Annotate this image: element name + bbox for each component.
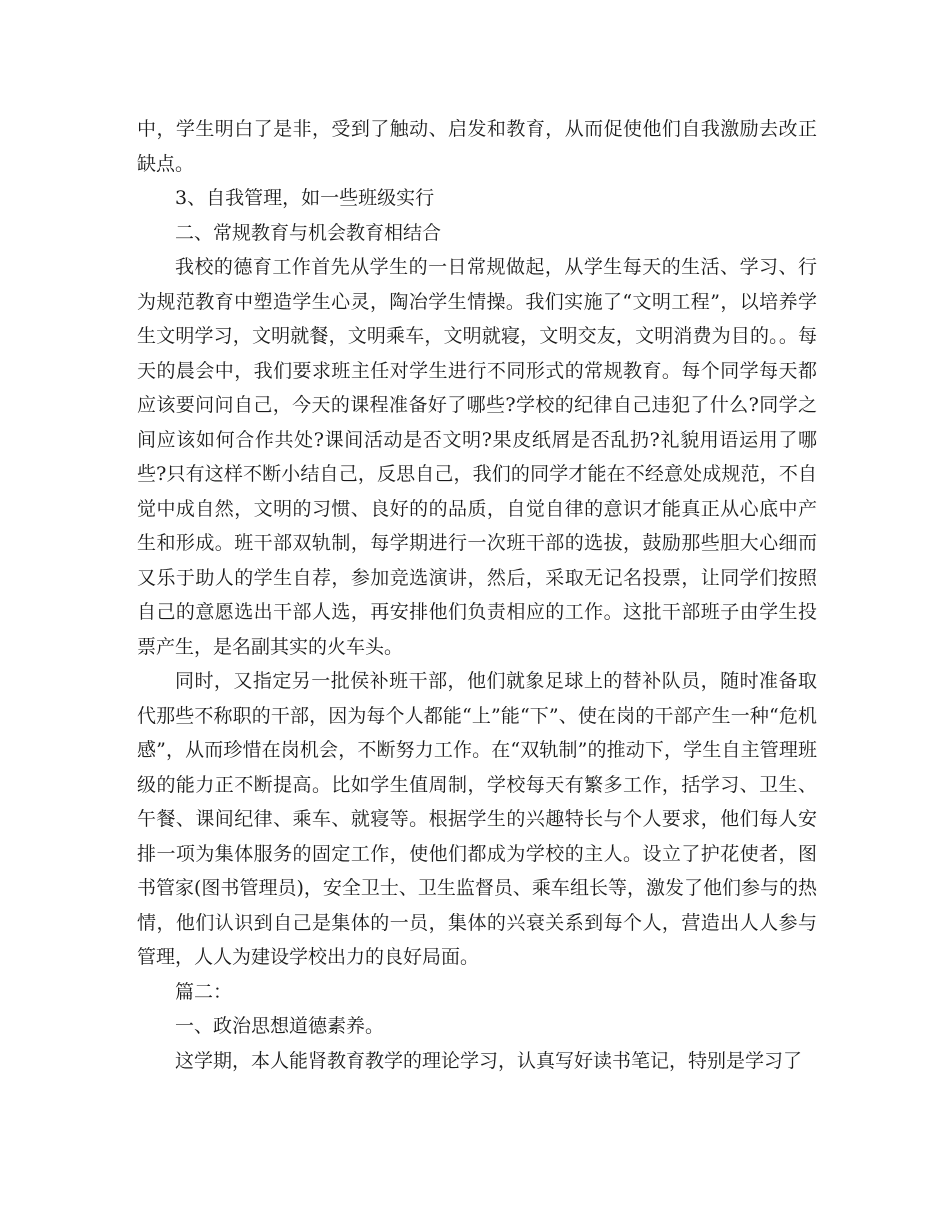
section-heading-regular-education: 二、常规教育与机会教育相结合 bbox=[175, 221, 442, 244]
paragraph-8: 这学期，本人能肾教育教学的理论学习，认真写好读书笔记，特别是学习了 bbox=[175, 1049, 803, 1072]
paragraph-1: 中，学生明白了是非，受到了触动、启发和教育，从而促使他们自我激励去改正缺点。 bbox=[137, 118, 817, 175]
chapter-heading-part-two: 篇二： bbox=[175, 980, 233, 1003]
document-body bbox=[137, 112, 817, 1078]
section-heading-political-literacy: 一、政治思想道德素养。 bbox=[175, 1015, 385, 1037]
paragraph-5: 同时，又指定另一批侯补班干部，他们就象足球上的替补队员，随时准备取代那些不称职的干部，因为每个人都能“上”能“下”、使在岗的干部产生一种“危机感”，从而珍惜在岗机会，不断努力工作。在“双轨制”的推动下，学生自主管理班级的能力正不断提高。比如学生值周制，学校每天有繁多工作，括学习、卫生、午餐、课间纪律、乘车、就寝等。根据学生的兴趣特长与个人要求，他们每人安排一项为集体服务的固定工作，使他们都成为学校的主人。设立了护花使者，图书管家(图书管理员)，安全卫士、卫生监督员、乘车组长等，激发了他们参与的热情，他们认识到自己是集体的一员，集体的兴衰关系到每个人，营造出人人参与管理，人人为建设学校出力的良好局面。 bbox=[137, 670, 817, 968]
paragraph-4: 我校的德育工作首先从学生的一日常规做起，从学生每天的生活、学习、行为规范教育中塑造学生心灵，陶冶学生情操。我们实施了“文明工程”，以培养学生文明学习，文明就餐，文明乘车，文明就寝，文明交友，文明消费为目的。。每天的晨会中，我们要求班主任对学生进行不同形式的常规教育。每个同学每天都应该要问问自己，今天的课程准备好了哪些?学校的纪律自己违犯了什么?同学之间应该如何合作共处?课间活动是否文明?果皮纸屑是否乱扔?礼貌用语运用了哪些?只有这样不断小结自己，反思自己，我们的同学才能在不经意处成规范，不自觉中成自然，文明的习惯、良好的的品质，自觉自律的意识才能真正从心底中产生和形成。班干部双轨制，每学期进行一次班干部的选拔，鼓励那些胆大心细而又乐于助人的学生自荐，参加竞选演讲，然后，采取无记名投票，让同学们按照自己的意愿选出干部人选，再安排他们负责相应的工作。这批干部班子由学生投票产生，是名副其实的火车头。 bbox=[137, 256, 817, 658]
paragraph-2: 3、自我管理，如一些班级实行 bbox=[175, 187, 435, 209]
